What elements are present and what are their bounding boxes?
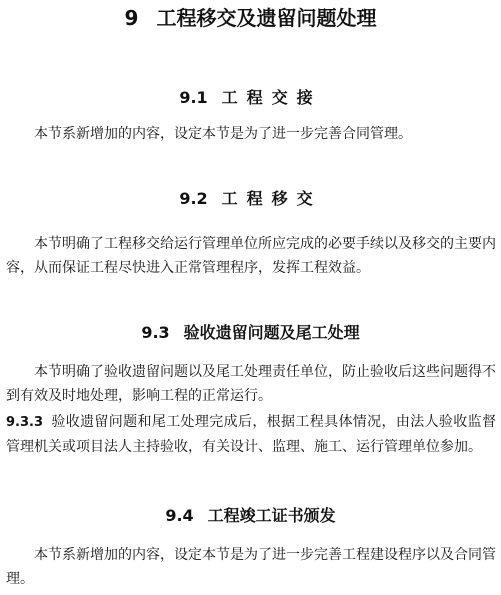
clause-number: 9.3.3: [6, 415, 44, 430]
chapter-title-text: 工程移交及遗留问题处理: [156, 6, 377, 30]
paragraph-text: 本节明确了工程移交给运行管理单位所应完成的必要手续以及移交的主要内容，从而保证工程尽快进入正常管理程序，发挥工程效益。: [6, 236, 496, 276]
clause-text: 验收遗留问题和尾工处理完成后，根据工程具体情况，由法人验收监督管理机关或项目法人主持验收，有关设计、监理、施工、运行管理单位参加。: [6, 414, 496, 455]
section-heading-9-2: [0, 188, 501, 210]
section-title: 验收遗留问题及尾工处理: [183, 323, 360, 342]
section-number: 9.1: [179, 88, 208, 107]
section-title: 工程移交: [221, 189, 322, 208]
chapter-number: 9: [124, 6, 139, 30]
section-paragraph-9-2: [6, 232, 496, 280]
section-title: 工程竣工证书颁发: [207, 506, 336, 525]
section-paragraph-9-3: [6, 360, 496, 408]
section-heading-9-1: [0, 87, 501, 109]
paragraph-text: 本节系新增加的内容，设定本节是为了进一步完善合同管理。: [34, 126, 412, 142]
section-number: 9.4: [165, 506, 194, 525]
section-heading-9-3: [0, 322, 501, 344]
paragraph-text: 本节系新增加的内容，设定本节是为了进一步完善工程建设程序以及合同管理。: [6, 547, 496, 587]
section-paragraph-9-1: [6, 122, 496, 146]
section-paragraph-9-4: [6, 543, 496, 591]
chapter-title: [0, 4, 501, 32]
section-number: 9.2: [179, 189, 208, 208]
paragraph-text: 本节明确了验收遗留问题以及尾工处理责任单位，防止验收后这些问题得不到有效及时地处理，影响工程的正常运行。: [6, 364, 496, 404]
section-number: 9.3: [141, 323, 170, 342]
section-title: 工程交接: [221, 88, 322, 107]
clause-9-3-3: [6, 410, 496, 459]
section-heading-9-4: [0, 505, 501, 527]
